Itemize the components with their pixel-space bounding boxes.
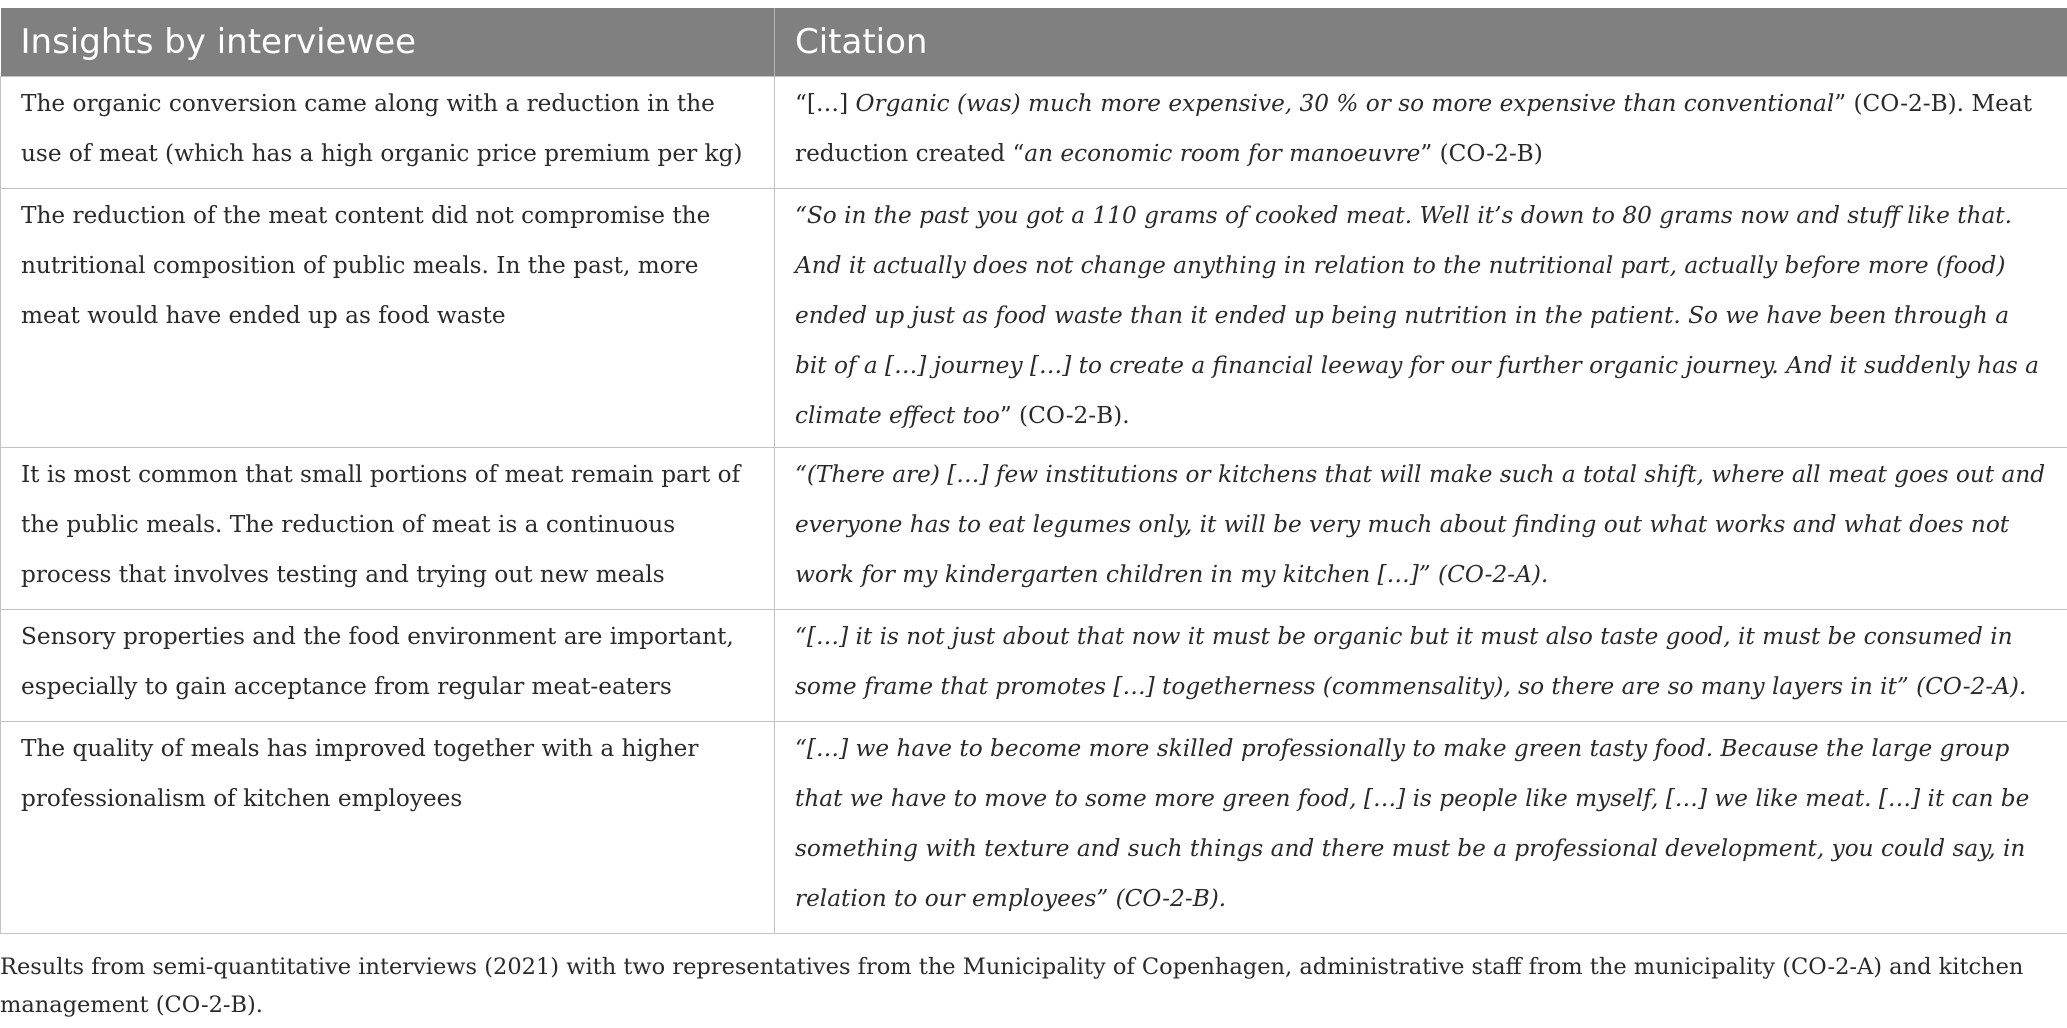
header-citation: Citation bbox=[775, 8, 2067, 77]
insight-cell: The quality of meals has improved together with a higher professionalism of kitchen employees bbox=[1, 722, 775, 934]
insight-cell: The organic conversion came along with a reduction in the use of meat (which has a high organic price premium per kg) bbox=[1, 77, 775, 189]
table-body bbox=[1, 77, 2067, 934]
citation-cell bbox=[775, 189, 2067, 448]
citation-quote: “(There are) […] few institutions or kitchens that will make such a total shift, where all meat goes out and everyone has to eat legumes only, it will be very much about finding out what works and what does not work for my kindergarten children in my kitchen […]” (CO-2-A). bbox=[795, 461, 2046, 588]
header-row bbox=[1, 8, 2067, 77]
citation-quote: an economic room for manoeuvre bbox=[1024, 140, 1421, 167]
table-row bbox=[1, 610, 2067, 722]
citation-cell bbox=[775, 448, 2067, 610]
citation-quote: “[…] we have to become more skilled professionally to make green tasty food. Because the large group that we have to move to some more green food, […] is people like myself, […] we like meat. […] it can be something with texture and such things and there must be a professional development, you could say, in relation to our employees” (CO-2-B). bbox=[795, 735, 2030, 912]
citation-text: “[…] bbox=[795, 90, 856, 117]
insight-cell: The reduction of the meat content did not compromise the nutritional composition of public meals. In the past, more meat would have ended up as food waste bbox=[1, 189, 775, 448]
header-insights: Insights by interviewee bbox=[1, 8, 775, 77]
citation-text: ” (CO-2-B). bbox=[999, 402, 1130, 429]
table-row bbox=[1, 722, 2067, 934]
table-row bbox=[1, 77, 2067, 189]
insights-table-container bbox=[0, 8, 2067, 934]
citation-text: ” (CO-2-B) bbox=[1420, 140, 1543, 167]
citation-quote: “[…] it is not just about that now it must be organic but it must also taste good, it must be consumed in some frame that promotes […] togetherness (commensality), so there are so many layers in it” (CO-2-A). bbox=[795, 623, 2027, 700]
insight-cell: Sensory properties and the food environment are important, especially to gain acceptance from regular meat-eaters bbox=[1, 610, 775, 722]
table-row bbox=[1, 448, 2067, 610]
table-row bbox=[1, 189, 2067, 448]
citation-quote: “So in the past you got a 110 grams of cooked meat. Well it’s down to 80 grams now and stuff like that. And it actually does not change anything in relation to the nutritional part, actually before more (food) ended up just as food waste than it ended up being nutrition in the patient. So we have been through a bit of a […] journey […] to create a financial leeway for our further organic journey. And it suddenly has a climate effect too bbox=[795, 202, 2039, 429]
citation-text: ” (CO-2-B). Meat reduction created “ bbox=[795, 90, 2033, 167]
citation-quote: Organic (was) much more expensive, 30 % or so more expensive than conventional bbox=[855, 90, 1835, 117]
insight-cell: It is most common that small portions of meat remain part of the public meals. The reduction of meat is a continuous process that involves testing and trying out new meals bbox=[1, 448, 775, 610]
citation-cell bbox=[775, 77, 2067, 189]
insights-table bbox=[0, 8, 2067, 934]
citation-cell bbox=[775, 610, 2067, 722]
table-header bbox=[1, 8, 2067, 77]
citation-cell bbox=[775, 722, 2067, 934]
table-footnote: Results from semi-quantitative interviews (2021) with two representatives from the Municipality of Copenhagen, administrative staff from the municipality (CO-2-A) and kitchen management (CO-2-B). bbox=[0, 954, 2024, 1018]
